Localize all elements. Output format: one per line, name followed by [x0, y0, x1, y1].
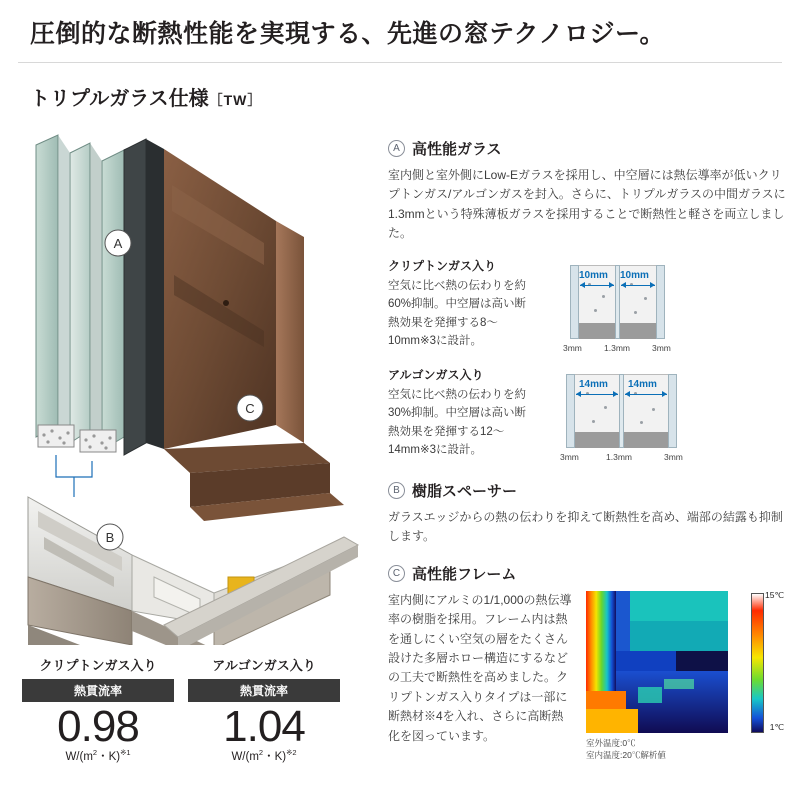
argon-label-1: 1.3mm	[606, 451, 632, 462]
section-c-title: 高性能フレーム	[412, 565, 517, 583]
dim-arrow-2	[625, 394, 667, 395]
section-b-head	[388, 480, 786, 501]
pane-inner	[656, 265, 665, 339]
krypton-label-1: 1.3mm	[604, 342, 630, 353]
badge-c-icon: C	[388, 565, 405, 582]
section-b-title: 樹脂スペーサー	[412, 482, 518, 500]
unit-prefix: W/(m	[231, 751, 259, 764]
dim-arrow-2	[621, 285, 655, 286]
spacer-hatch-2	[620, 323, 656, 339]
section-b-body: ガラスエッジからの熱の伝わりを抑えて断熱性を高め、端部の結露も抑制します。	[388, 509, 783, 544]
krypton-label-0: 3mm	[563, 342, 582, 353]
value-argon-sub: 熱貫流率	[188, 679, 340, 702]
value-krypton-sub: 熱貫流率	[22, 679, 174, 702]
pane-inner	[668, 374, 677, 448]
krypton-desc: 空気に比べ熱の伝わりを約60%抑制。中空層は高い断熱効果を発揮する8〜10mm※3に設計。	[388, 279, 527, 347]
krypton-dim-left: 10mm	[579, 269, 608, 281]
krypton-title: クリプトンガス入り	[388, 258, 497, 273]
svg-text:A: A	[113, 236, 123, 251]
callout-c	[237, 395, 263, 421]
thermal-caption-line2: 室内温度:20℃解析値	[586, 749, 666, 760]
value-krypton-unit	[22, 748, 174, 764]
section-a-head	[388, 138, 786, 159]
argon-label-2: 3mm	[664, 451, 683, 462]
section-resin-spacer	[388, 480, 786, 547]
unit-sup2: ※2	[286, 748, 297, 758]
krypton-dim-right: 10mm	[620, 269, 649, 281]
scale-label-bottom: 1℃	[769, 721, 784, 732]
sash-strip	[124, 139, 146, 455]
pane-outer	[570, 265, 579, 339]
argon-gas-block	[388, 366, 786, 462]
krypton-gas-block	[388, 257, 786, 353]
value-krypton-number: 0.98	[57, 702, 139, 751]
badge-a-icon: A	[388, 140, 405, 157]
header-divider	[18, 62, 782, 63]
value-krypton-head: クリプトンガス入り	[39, 658, 157, 673]
glass-panes	[36, 135, 124, 450]
value-argon-unit	[188, 748, 340, 764]
unit-sup1: 2	[92, 748, 98, 758]
sash-strip-side	[146, 139, 164, 449]
spacer-hatch-2	[624, 432, 668, 448]
subtitle-tag: ［TW］	[208, 92, 263, 108]
wood-frame	[164, 149, 344, 521]
value-box-krypton	[22, 655, 174, 764]
spacer-hatch-1	[579, 323, 615, 339]
thermal-caption	[586, 737, 666, 762]
badge-b-icon: B	[388, 482, 405, 499]
krypton-glass-diagram	[560, 257, 786, 353]
dim-arrow-1	[576, 394, 618, 395]
thermal-image	[586, 591, 728, 733]
argon-glass-diagram	[560, 366, 786, 462]
spacer-leader-line	[56, 455, 92, 477]
section-a-body: 室内側と室外側にLow-Eガラスを採用し、中空層には熱伝導率が低いクリプトンガス/アルゴンガスを封入。さらに、トリプルガラスの中間ガラスに1.3mmという特殊薄板ガラスを採用することで断熱性と軽さを両立しました。	[388, 168, 786, 241]
argon-title: アルゴンガス入り	[388, 367, 484, 382]
thermal-analysis-figure	[586, 589, 786, 760]
section-c-head	[388, 563, 786, 584]
section-c-body: 室内側にアルミの1/1,000の熱伝導率の樹脂を採用。フレーム内は熱を通しにくい空気の層をたくさん設けた多層ホロー構造にするなどの工夫で断熱性を高めました。クリプトンガス入りタイプは一部に断熱材※4を入れ、さらに高断熱化を図っています。	[388, 592, 572, 743]
value-argon-head: アルゴンガス入り	[212, 658, 316, 673]
value-box-argon	[188, 655, 340, 764]
argon-desc: 空気に比べ熱の伝わりを約30%抑制。中空層は高い断熱効果を発揮する12〜14mm※3に設計。	[388, 388, 527, 456]
thermal-color-scale	[751, 593, 764, 733]
argon-dim-left: 14mm	[579, 378, 608, 390]
spacer-hatch-1	[575, 432, 619, 448]
svg-text:C: C	[245, 401, 255, 416]
unit-sup1: 2	[258, 748, 264, 758]
dim-arrow-1	[580, 285, 614, 286]
page-subtitle	[30, 82, 262, 111]
svg-text:B: B	[105, 530, 115, 545]
frame-content	[388, 589, 786, 760]
thermal-caption-line1: 室外温度:0℃	[586, 737, 636, 748]
callout-a	[105, 230, 131, 256]
right-content-column	[388, 138, 786, 760]
unit-prefix: W/(m	[65, 751, 93, 764]
argon-dim-right: 14mm	[628, 378, 657, 390]
section-high-performance-glass	[388, 138, 786, 244]
unit-mid: ・K)	[97, 751, 121, 764]
pane-outer	[566, 374, 575, 448]
callout-b	[97, 524, 123, 550]
unit-mid: ・K)	[263, 751, 287, 764]
section-a-title: 高性能ガラス	[412, 141, 502, 158]
section-high-performance-frame	[388, 563, 786, 760]
page-headline: 圧倒的な断熱性能を実現する、先進の窓テクノロジー。	[30, 20, 666, 48]
window-cross-section-illustration	[14, 125, 366, 645]
value-argon-number: 1.04	[223, 702, 305, 751]
krypton-label-2: 3mm	[652, 342, 671, 353]
subtitle-text: トリプルガラス仕様	[30, 88, 209, 110]
argon-label-0: 3mm	[560, 451, 579, 462]
unit-sup2: ※1	[120, 748, 131, 758]
scale-label-top: 15℃	[764, 589, 784, 600]
